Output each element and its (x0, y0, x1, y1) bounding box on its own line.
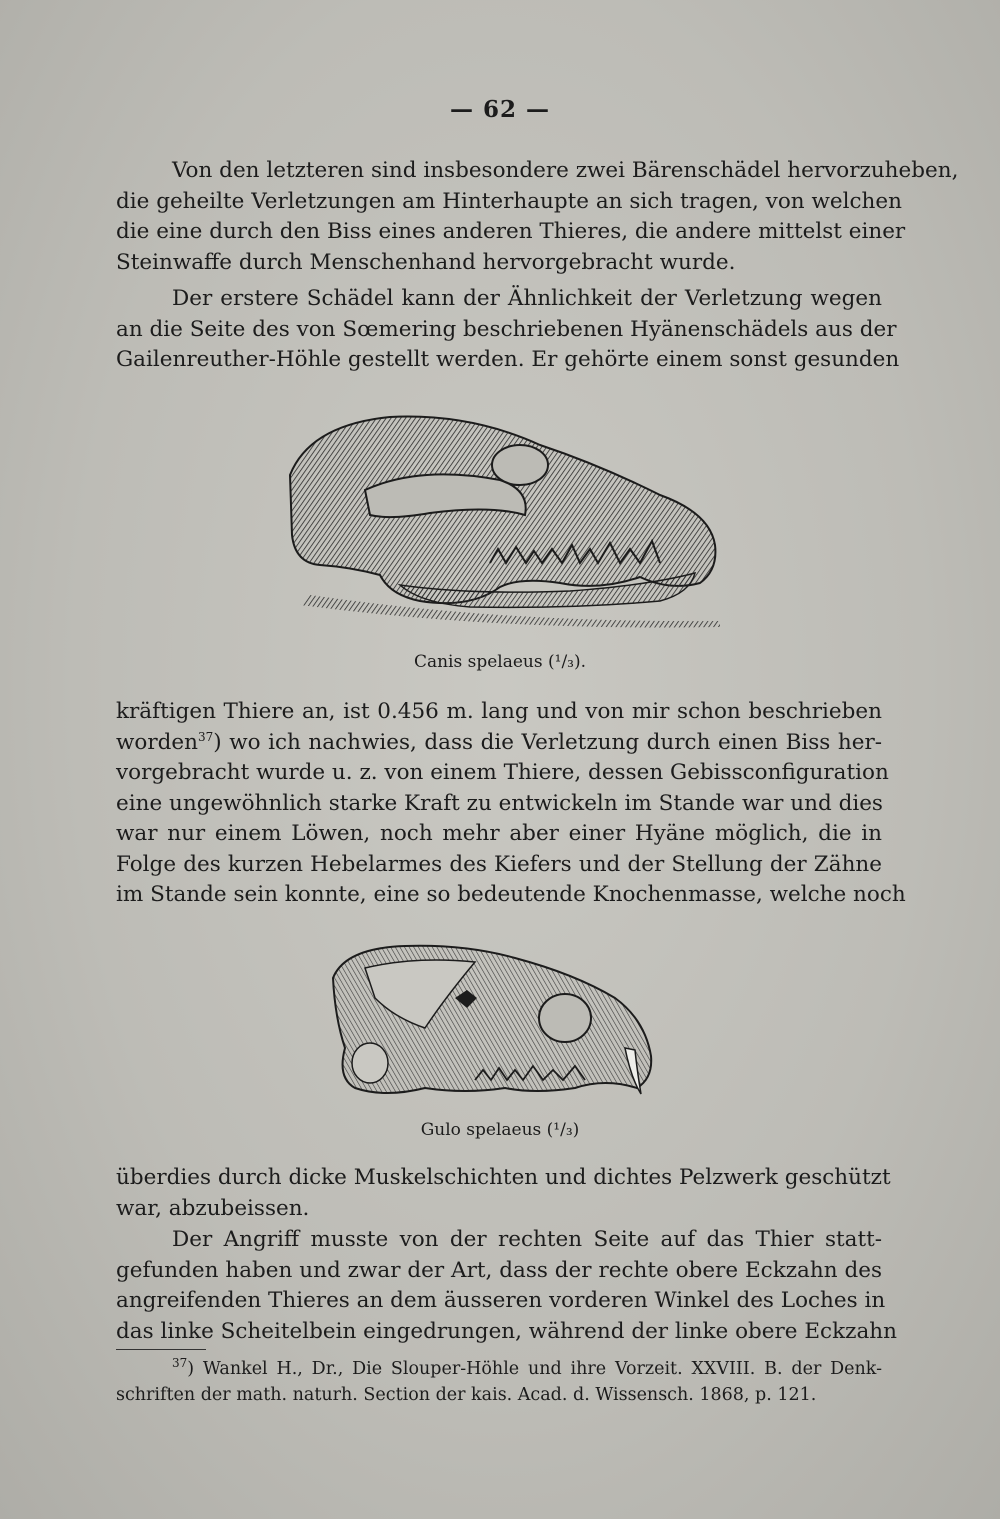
paragraph-1 (116, 156, 959, 278)
footnote-line (116, 1356, 882, 1382)
footnote-reference: 37 (197, 729, 214, 744)
footnote-marker: 37 (172, 1356, 188, 1371)
text-line: eine ungewöhnlich starke Kraft zu entwickeln im Stande war und dies (116, 790, 883, 816)
text-line: war, abzubeissen. (116, 1195, 310, 1221)
paragraph-3 (116, 697, 906, 911)
text-line: angreifenden Thieres an dem äusseren vorderen Winkel des Loches in (116, 1288, 886, 1313)
text-line: Steinwaffe durch Menschenhand hervorgebracht wurde. (116, 249, 736, 275)
text-line: überdies durch dicke Muskelschichten und dichtes Pelzwerk geschützt (116, 1165, 891, 1190)
text-line: vorgebracht wurde u. z. von einem Thiere, dessen Gebissconfiguration (116, 760, 889, 785)
footnote-line: schriften der math. naturh. Section der kais. Acad. d. Wissensch. 1868, p. 121. (116, 1385, 817, 1405)
paragraph-2 (116, 284, 900, 376)
text-line: das linke Scheitelbein eingedrungen, während der linke obere Eckzahn (116, 1318, 897, 1344)
figure-1-caption: Canis spelaeus (¹/₃). (413, 652, 587, 672)
text-fragment: ) Wankel H., Dr., Die Slouper-Höhle und ihre Vorzeit. XXVIII. B. der Denk- (187, 1359, 882, 1379)
text-line: kräftigen Thiere an, ist 0.456 m. lang und von mir schon beschrieben (116, 699, 882, 724)
text-line: Der erstere Schädel kann der Ähnlichkeit der Verletzung wegen (172, 286, 882, 311)
text-line: im Stande sein konnte, eine so bedeutende Knochenmasse, welche noch (116, 882, 906, 907)
paragraph-5 (116, 1225, 897, 1347)
text-line: die eine durch den Biss eines anderen Thieres, die andere mittelst einer (116, 219, 906, 244)
canis-skull-illustration (270, 395, 730, 635)
text-line: gefunden haben und zwar der Art, dass der rechte obere Eckzahn des (116, 1257, 882, 1283)
text-fragment: ) wo ich nachwies, dass die Verletzung durch einen Biss her- (213, 729, 882, 755)
text-line: Gailenreuther-Höhle gestellt werden. Er gehörte einem sonst gesunden (116, 347, 900, 372)
text-line: an die Seite des von Sœmering beschriebenen Hyänenschädels aus der (116, 316, 897, 342)
text-line: die geheilte Verletzungen am Hinterhaupte an sich tragen, von welchen (116, 188, 902, 214)
page-number: — 62 — (449, 96, 551, 123)
footnote (116, 1356, 882, 1408)
text-fragment: worden (116, 729, 198, 755)
text-line: Der Angriff musste von der rechten Seite auf das Thier statt- (172, 1227, 882, 1252)
text-line-with-footnote-ref (116, 728, 882, 759)
paragraph-4 (116, 1163, 891, 1224)
gulo-skull-illustration (325, 938, 660, 1118)
text-line: war nur einem Löwen, noch mehr aber einer Hyäne möglich, die in (116, 821, 882, 846)
text-line: Von den letzteren sind insbesondere zwei Bärenschädel hervorzuheben, (172, 158, 959, 183)
footnote-divider (116, 1349, 206, 1350)
figure-2-caption: Gulo spelaeus (¹/₃) (420, 1120, 580, 1140)
text-line: Folge des kurzen Hebelarmes des Kiefers und der Stellung der Zähne (116, 851, 882, 877)
